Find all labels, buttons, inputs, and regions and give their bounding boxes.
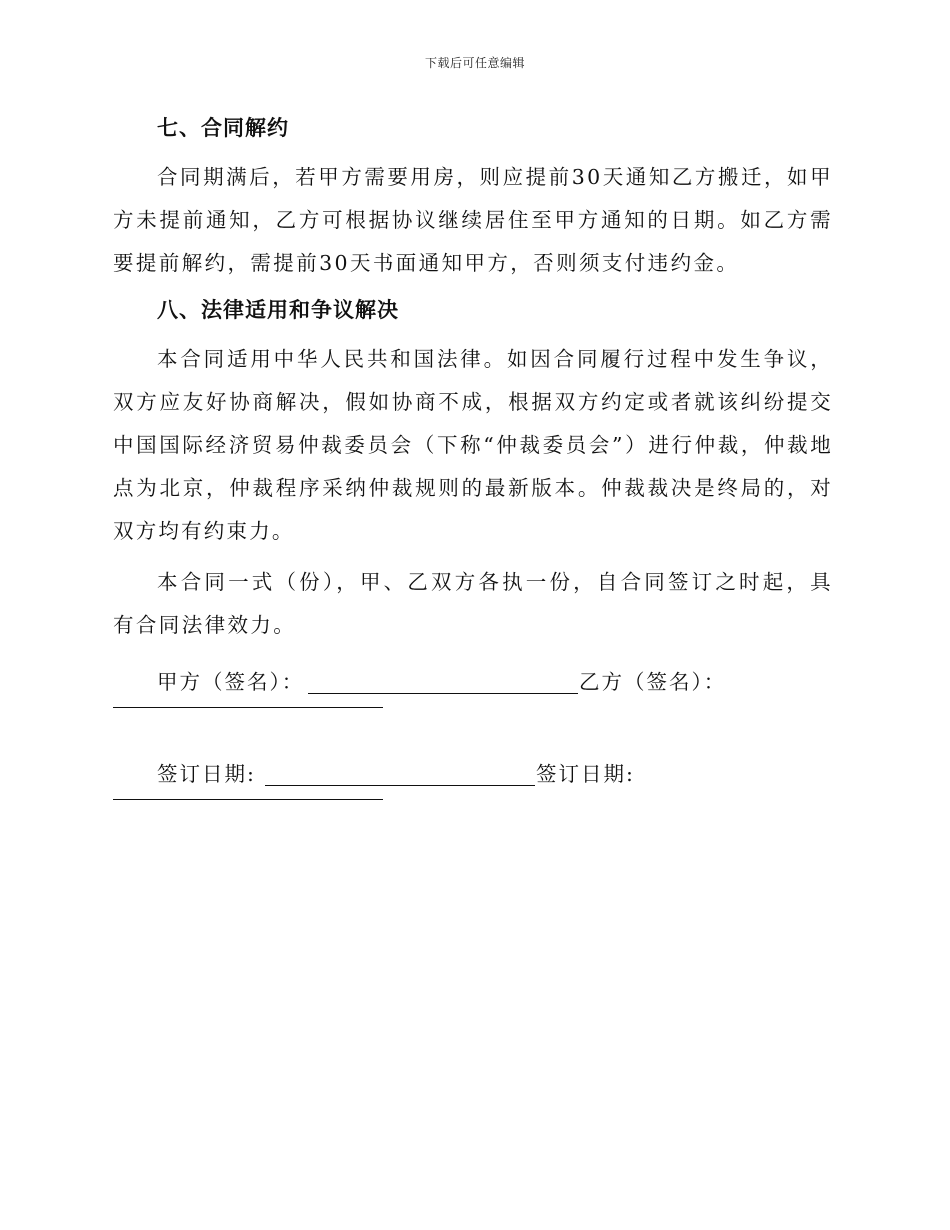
- date-a-label: 签订日期:: [157, 762, 256, 786]
- section-heading: 七、合同解约: [157, 115, 289, 140]
- date-b-line[interactable]: [113, 799, 383, 800]
- section-termination: [113, 108, 833, 285]
- section-law-disputes: [113, 290, 833, 647]
- section-heading: 八、法律适用和争议解决: [157, 297, 399, 322]
- party-b-signature-continuation: [113, 705, 833, 749]
- date-b-label: 签订日期:: [536, 762, 635, 786]
- party-a-signature-label: 甲方（签名）：: [157, 670, 305, 694]
- section-paragraph: 合同期满后，若甲方需要用房，则应提前30天通知乙方搬迁，如甲方未提前通知，乙方可根据协议继续居住至甲方通知的日期。如乙方需要提前解约，需提前30天书面通知甲方，否则须支付违约金。: [113, 165, 833, 275]
- section-paragraph: 本合同一式（份），甲、乙双方各执一份，自合同签订之时起，具有合同法律效力。: [113, 570, 833, 637]
- party-signature-row: [113, 659, 833, 705]
- party-b-signature-line[interactable]: [113, 707, 383, 708]
- signature-block: [113, 659, 833, 841]
- date-a-line[interactable]: [265, 785, 535, 786]
- date-row: [113, 751, 833, 797]
- party-b-signature-label: 乙方（签名）：: [579, 670, 727, 694]
- header-note: 下载后可任意编辑: [424, 56, 525, 70]
- date-b-continuation: [113, 797, 833, 841]
- document-body: [113, 108, 833, 841]
- section-paragraph: 本合同适用中华人民共和国法律。如因合同履行过程中发生争议，双方应友好协商解决，假如协商不成，根据双方约定或者就该纠纷提交中国国际经济贸易仲裁委员会（下称“仲裁委员会”）进行仲裁，仲裁地点为北京，仲裁程序采纳仲裁规则的最新版本。仲裁裁决是终局的，对双方均有约束力。: [113, 347, 833, 543]
- party-a-signature-line[interactable]: [308, 693, 578, 694]
